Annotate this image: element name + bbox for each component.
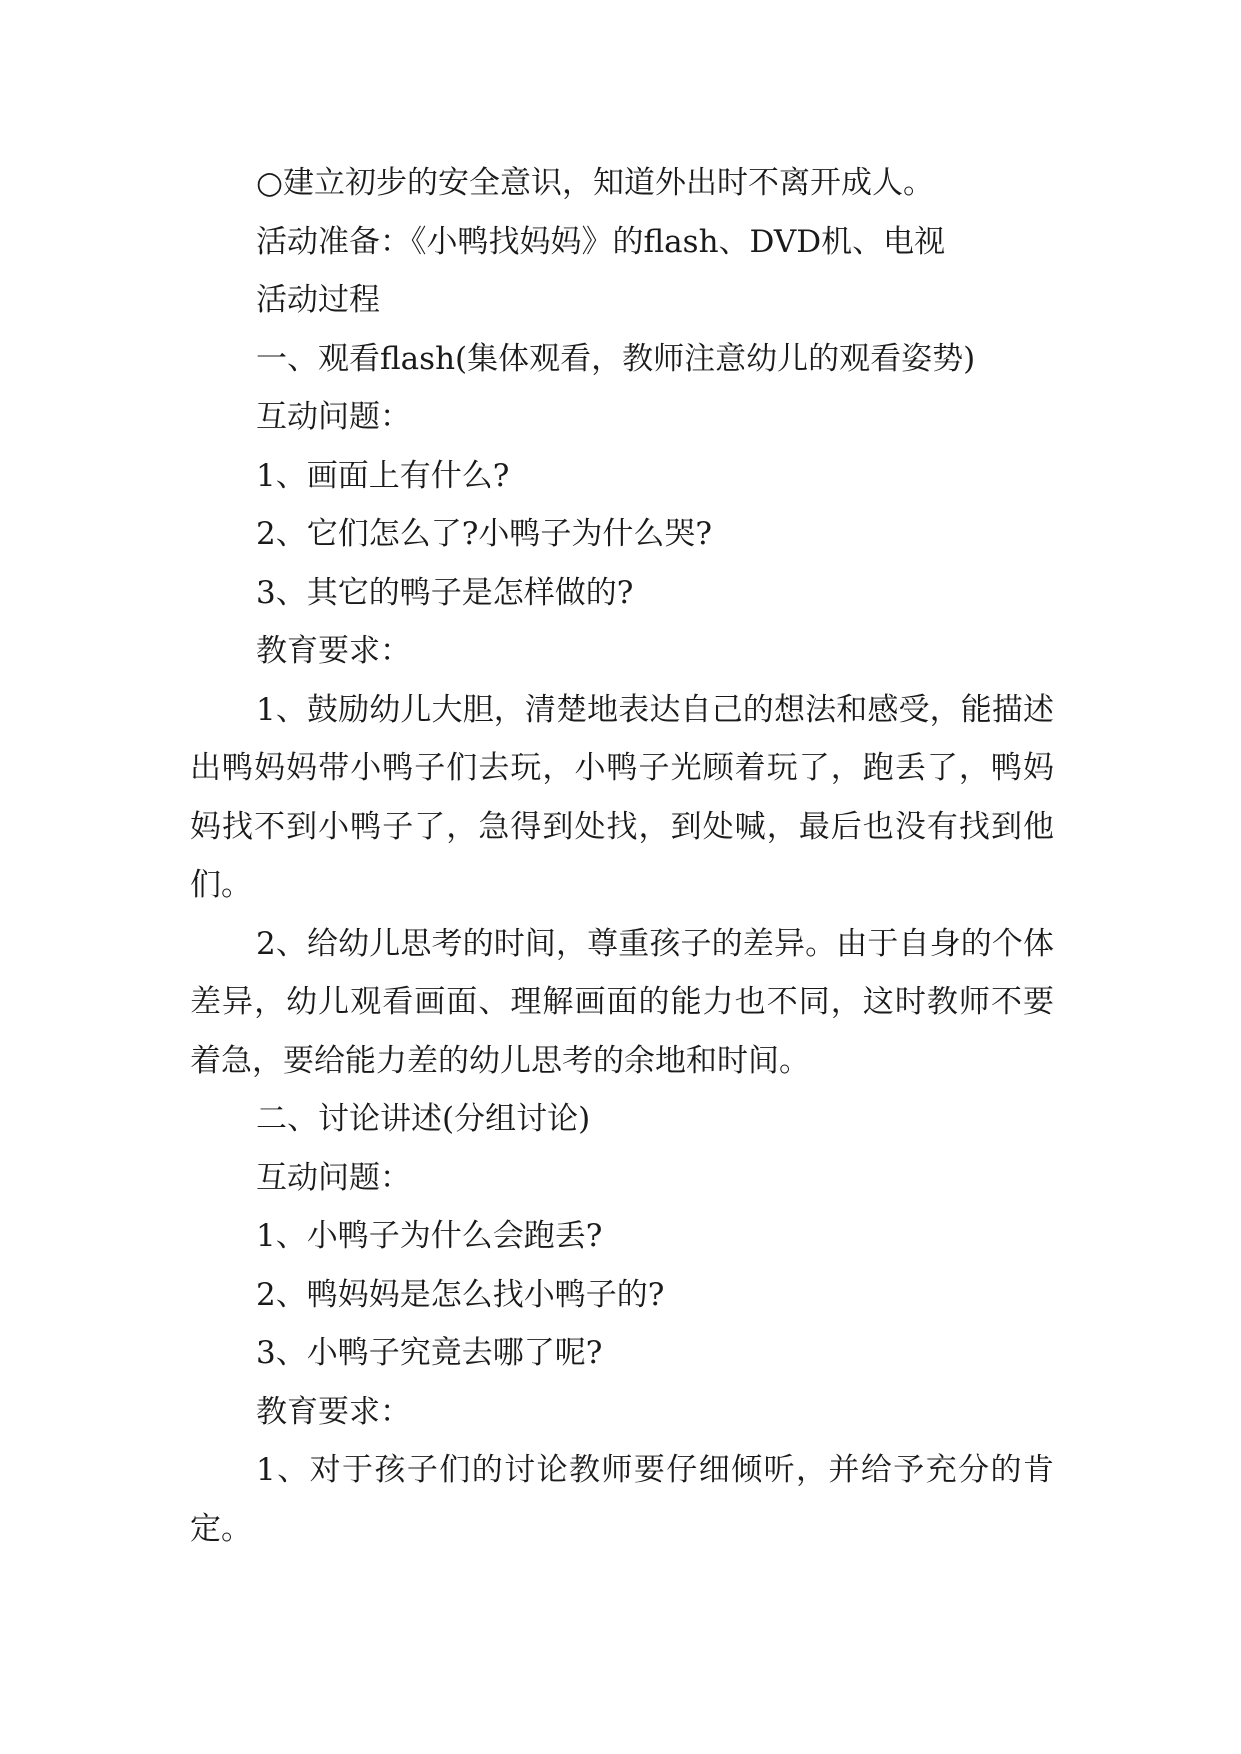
paragraph-education-requirements-2: 教育要求： bbox=[256, 1393, 411, 1430]
paragraph-section-two-heading: 二、讨论讲述(分组讨论) bbox=[256, 1101, 591, 1137]
paragraph-interactive-questions-1: 互动问题： bbox=[256, 399, 411, 435]
paragraph-question-1-2: 2、它们怎么了?小鸭子为什么哭? bbox=[256, 516, 712, 552]
paragraph-requirement-1-2: 2、给幼儿思考的时间，尊重孩子的差异。由于自身的个体差异，幼儿观看画面、理解画面的能力也不同，这时教师不要着急，要给能力差的幼儿思考的余地和时间。 bbox=[190, 925, 1054, 1079]
paragraph-requirement-2-1: 1、对于孩子们的讨论教师要仔细倾听，并给予充分的肯定。 bbox=[190, 1452, 1054, 1547]
paragraph-interactive-questions-2: 互动问题： bbox=[256, 1159, 411, 1196]
paragraph-activity-process-heading: 活动过程 bbox=[256, 282, 380, 318]
paragraph-question-2-2: 2、鸭妈妈是怎么找小鸭子的? bbox=[256, 1276, 665, 1313]
paragraph-question-1-1: 1、画面上有什么? bbox=[256, 457, 510, 494]
document-body bbox=[190, 154, 1054, 1558]
paragraph-section-one-heading: 一、观看flash(集体观看，教师注意幼儿的观看姿势) bbox=[256, 340, 976, 377]
paragraph-question-2-1: 1、小鸭子为什么会跑丢? bbox=[256, 1218, 603, 1254]
paragraph-question-2-3: 3、小鸭子究竟去哪了呢? bbox=[256, 1335, 603, 1371]
paragraph-education-requirements-1: 教育要求： bbox=[256, 633, 411, 669]
paragraph-activity-preparation: 活动准备：《小鸭找妈妈》的flash、DVD机、电视 bbox=[256, 223, 946, 260]
paragraph-safety-awareness: ○建立初步的安全意识，知道外出时不离开成人。 bbox=[256, 165, 935, 201]
paragraph-question-1-3: 3、其它的鸭子是怎样做的? bbox=[256, 574, 634, 611]
paragraph-requirement-1-1: 1、鼓励幼儿大胆，清楚地表达自己的想法和感受，能描述出鸭妈妈带小鸭子们去玩，小鸭子光顾着玩了，跑丢了，鸭妈妈找不到小鸭子了，急得到处找，到处喊，最后也没有找到他们。 bbox=[190, 691, 1054, 903]
